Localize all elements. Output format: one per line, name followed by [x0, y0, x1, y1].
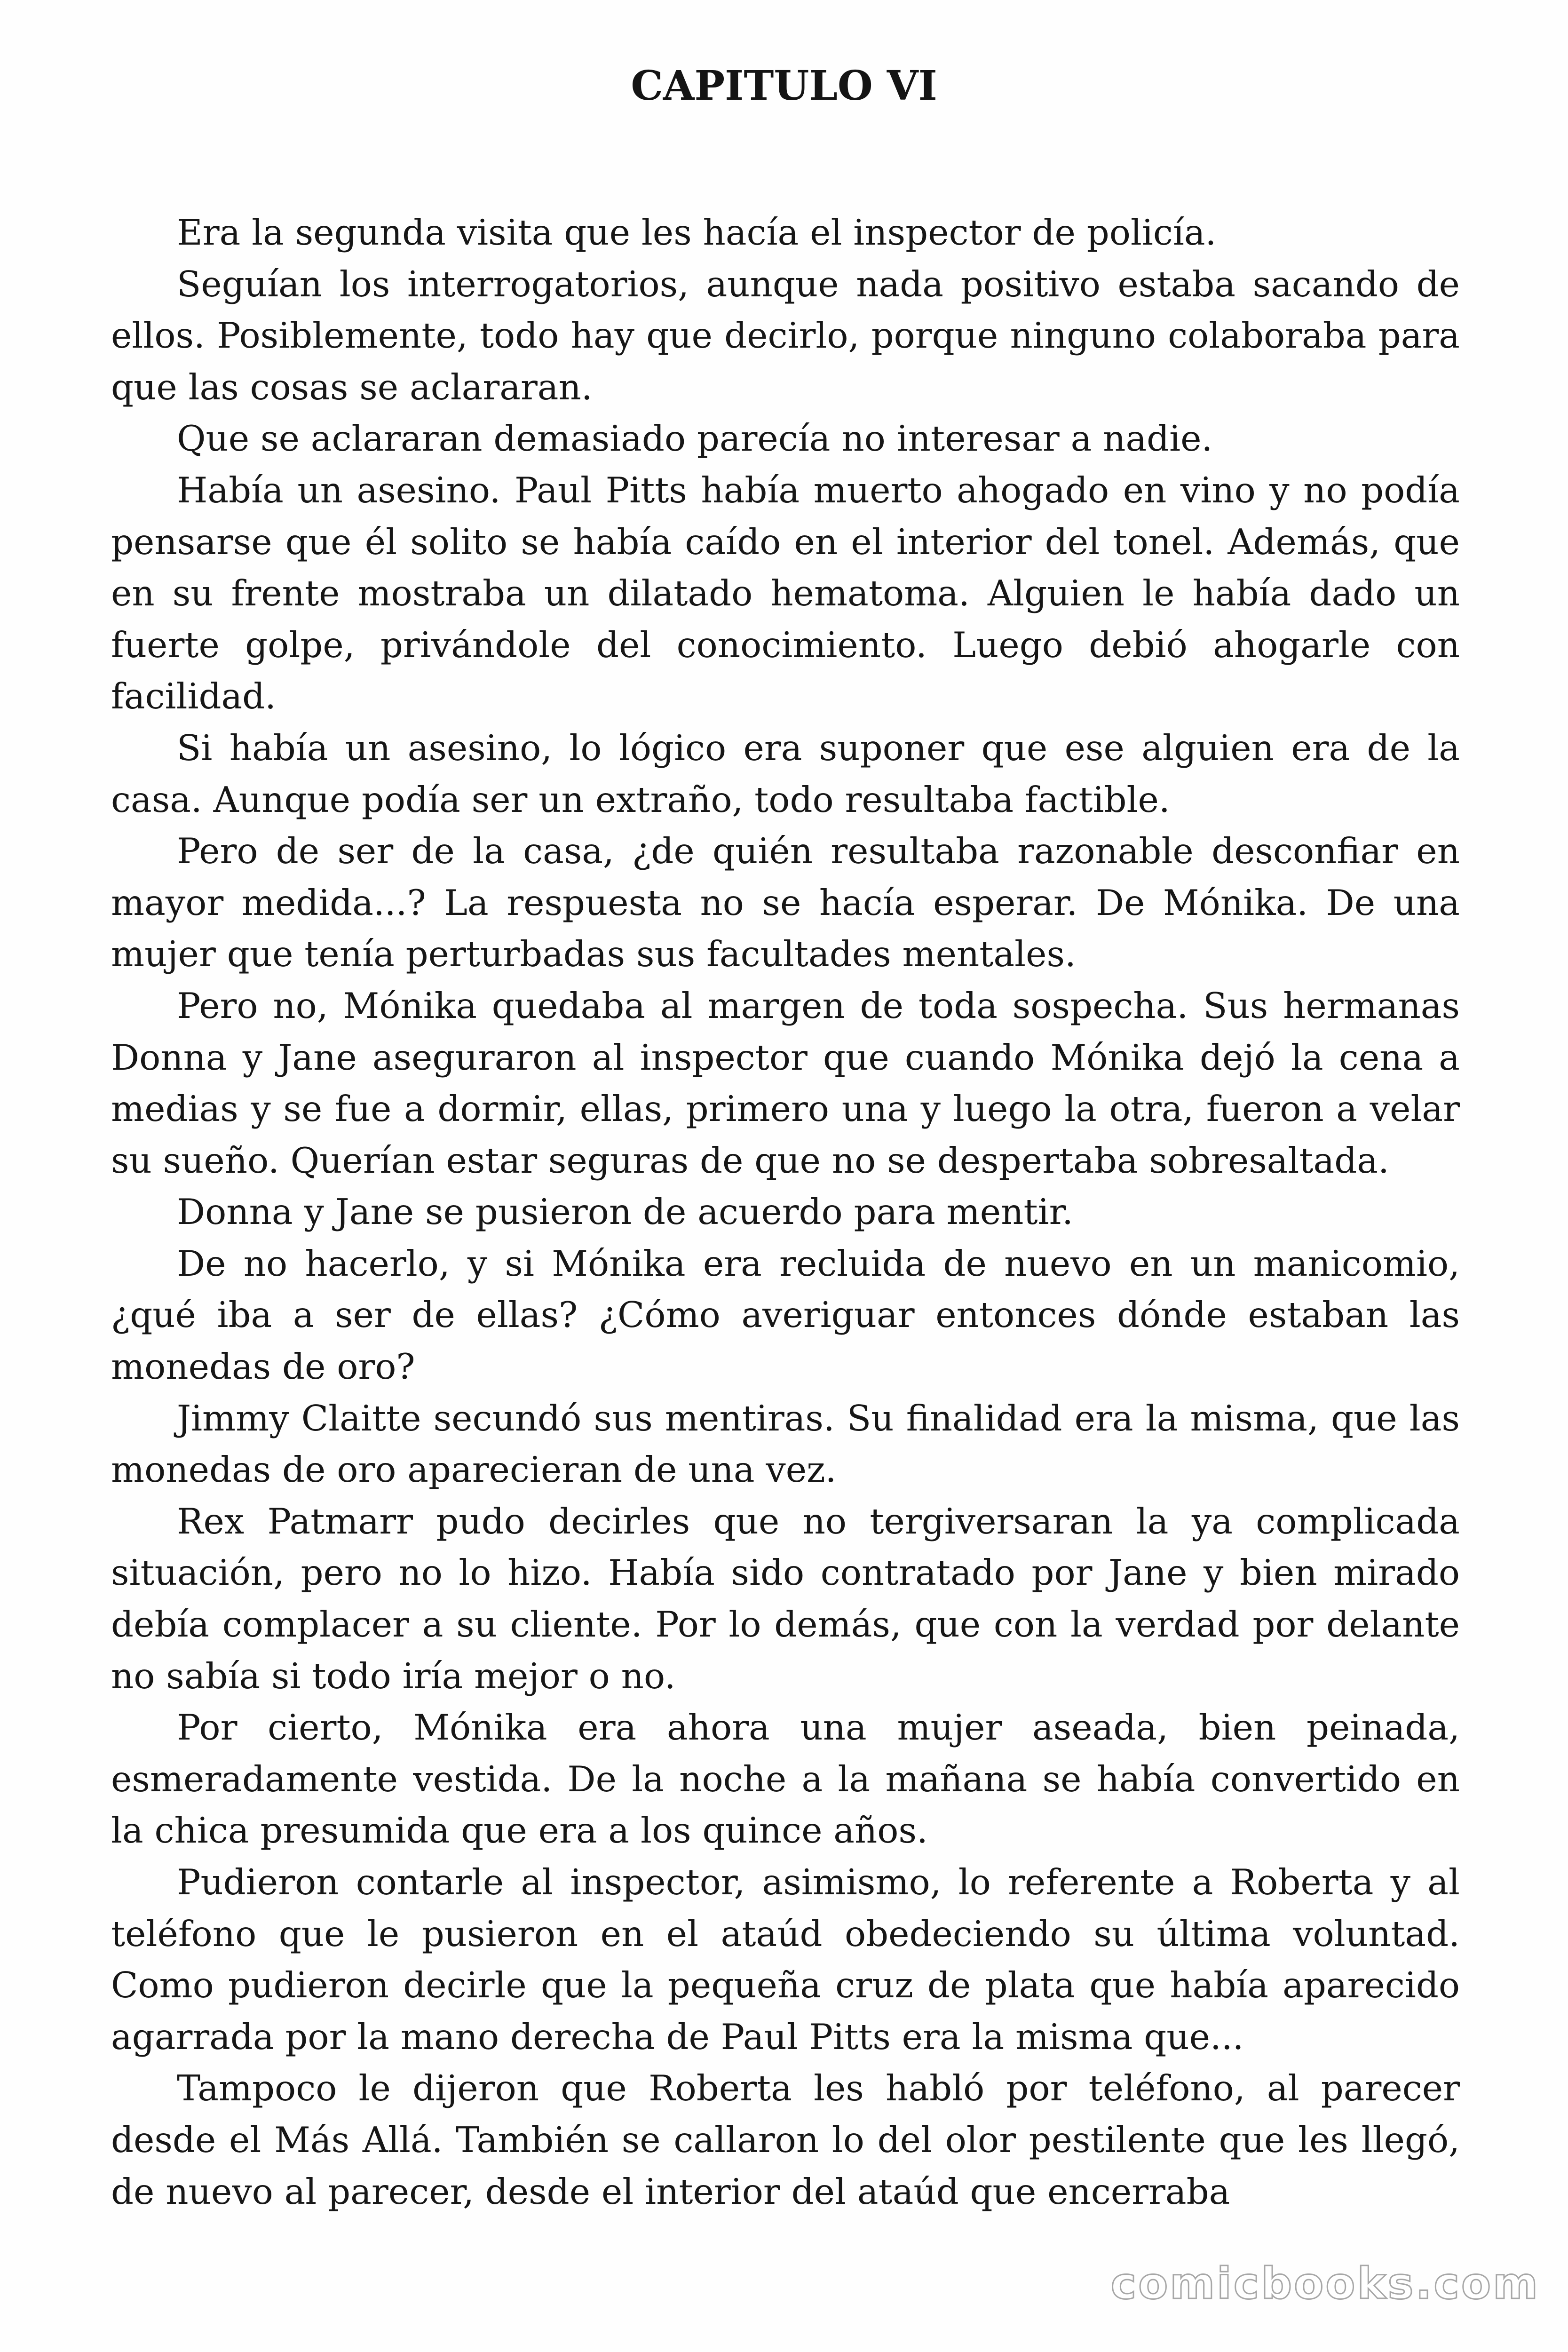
- paragraph: Por cierto, Mónika era ahora una mujer aseada, bien peinada, esmeradamente vestida. De la noche a la mañana se había convertido en la chica presumida que era a los quince años.: [111, 1707, 1460, 1851]
- paragraph: Seguían los interrogatorios, aunque nada positivo estaba sacando de ellos. Posiblemente, todo hay que decirlo, porque ninguno colaboraba para que las cosas se aclararan.: [111, 263, 1460, 408]
- paragraph: Si había un asesino, lo lógico era suponer que ese alguien era de la casa. Aunque podía ser un extraño, todo resultaba factible.: [111, 727, 1460, 820]
- paragraph: Pero de ser de la casa, ¿de quién resultaba razonable desconfiar en mayor medida...? La respuesta no se hacía esperar. De Mónika. De una mujer que tenía perturbadas sus facultades mentales.: [111, 830, 1460, 975]
- watermark: comicbooks.com: [1110, 2258, 1540, 2309]
- paragraph: Era la segunda visita que les hacía el inspector de policía.: [177, 212, 1217, 253]
- chapter-title: CAPITULO VI: [631, 62, 937, 110]
- paragraph: Jimmy Claitte secundó sus mentiras. Su finalidad era la misma, que las monedas de oro aparecieran de una vez.: [111, 1397, 1460, 1491]
- paragraph: Había un asesino. Paul Pitts había muerto ahogado en vino y no podía pensarse que él solito se había caído en el interior del tonel. Además, que en su frente mostraba un dilatado hematoma. Alguien le había dado un fuerte golpe, privándole del conocimiento. Luego debió ahogarle con facilidad.: [111, 469, 1460, 717]
- paragraph: Pero no, Mónika quedaba al margen de toda sospecha. Sus hermanas Donna y Jane aseguraron al inspector que cuando Mónika dejó la cena a medias y se fue a dormir, ellas, primero una y luego la otra, fueron a velar su sueño. Querían estar seguras de que no se despertaba sobresaltada.: [111, 985, 1460, 1181]
- paragraph: Pudieron contarle al inspector, asimismo, lo referente a Roberta y al teléfono que le pusieron en el ataúd obedeciendo su última voluntad. Como pudieron decirle que la pequeña cruz de plata que había aparecido agarrada por la mano derecha de Paul Pitts era la misma que...: [111, 1861, 1460, 2058]
- paragraph: Rex Patmarr pudo decirles que no tergiversaran la ya complicada situación, pero no lo hizo. Había sido contratado por Jane y bien mirado debía complacer a su cliente. Por lo demás, que con la verdad por delante no sabía si todo iría mejor o no.: [111, 1500, 1460, 1697]
- chapter-body: [111, 207, 1460, 2217]
- paragraph: Que se aclararan demasiado parecía no interesar a nadie.: [177, 418, 1213, 460]
- paragraph: Donna y Jane se pusieron de acuerdo para mentir.: [177, 1191, 1074, 1233]
- paragraph: Tampoco le dijeron que Roberta les habló por teléfono, al parecer desde el Más Allá. También se callaron lo del olor pestilente que les llegó, de nuevo al parecer, desde el interior del ataúd que encerraba: [111, 2067, 1460, 2212]
- paragraph: De no hacerlo, y si Mónika era recluida de nuevo en un manicomio, ¿qué iba a ser de ellas? ¿Cómo averiguar entonces dónde estaban las monedas de oro?: [111, 1242, 1460, 1388]
